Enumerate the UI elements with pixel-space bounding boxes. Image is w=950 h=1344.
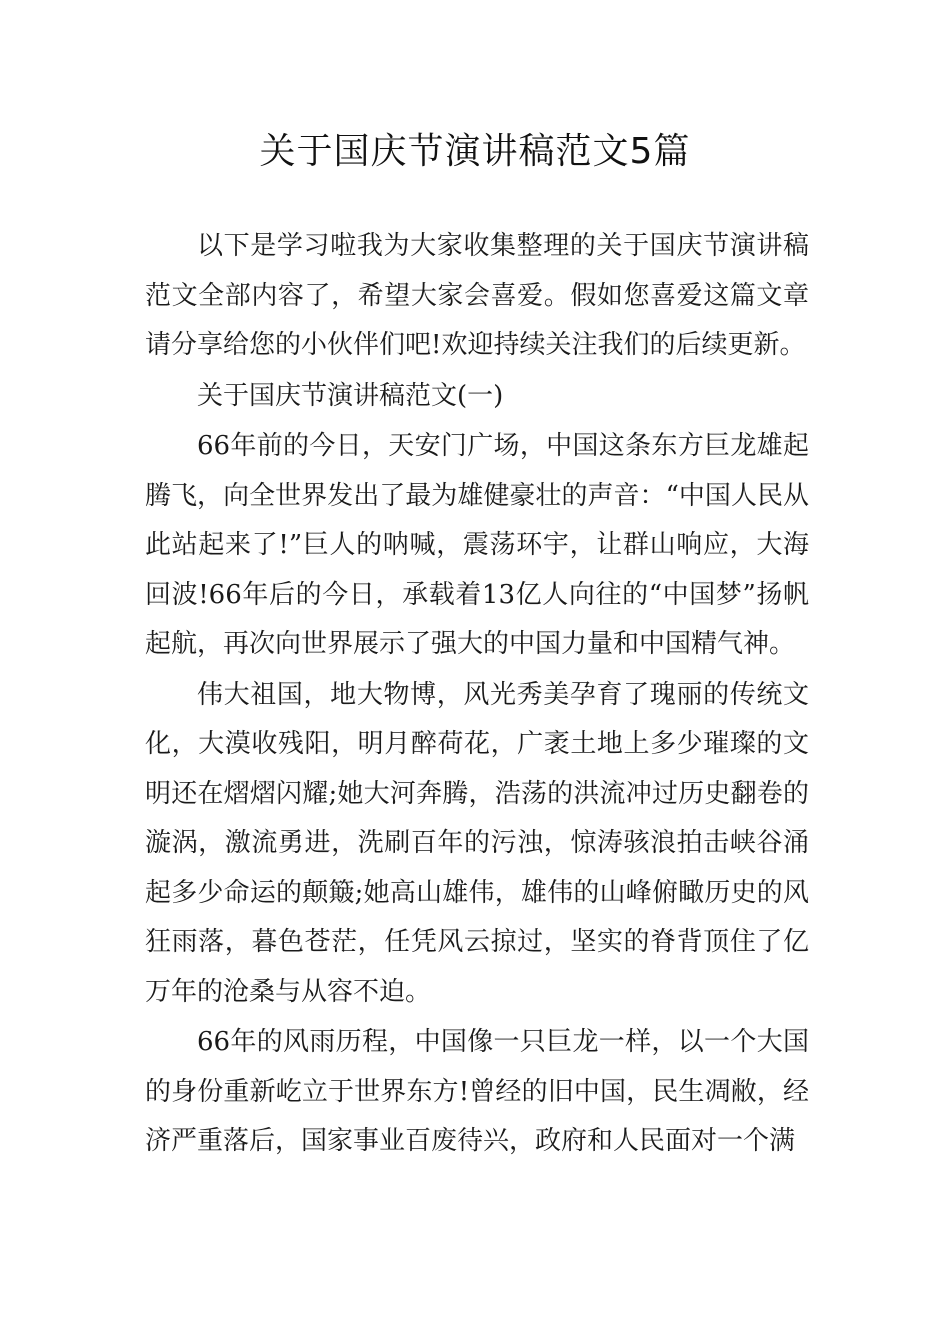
document-title: 关于国庆节演讲稿范文5篇 [259,131,691,172]
section-heading: 关于国庆节演讲稿范文(一) [197,380,504,411]
body-paragraph: 伟大祖国，地大物博，风光秀美孕育了瑰丽的传统文化，大漠收残阳，明月醉荷花，广袤土地上多少璀璨的文明还在熠熠闪耀;她大河奔腾，浩荡的洪流冲过历史翻卷的漩涡，激流勇进，洗刷百年的污浊，惊涛骇浪拍击峡谷涌起多少命运的颠簸;她高山雄伟，雄伟的山峰俯瞰历史的风狂雨落，暮色苍茫，任凭风云掠过，坚实的脊背顶住了亿万年的沧桑与从容不迫。 [145,679,809,1007]
body-paragraph: 66年前的今日，天安门广场，中国这条东方巨龙雄起腾飞，向全世界发出了最为雄健豪壮的声音：“中国人民从此站起来了!”巨人的呐喊，震荡环宇，让群山响应，大海回波!66年后的今日，承载着13亿人向往的“中国梦”扬帆起航，再次向世界展示了强大的中国力量和中国精气神。 [145,431,809,659]
body-paragraph: 66年的风雨历程，中国像一只巨龙一样，以一个大国的身份重新屹立于世界东方!曾经的旧中国，民生凋敝，经济严重落后，国家事业百废待兴，政府和人民面对一个满 [145,1027,809,1156]
intro-paragraph: 以下是学习啦我为大家收集整理的关于国庆节演讲稿范文全部内容了，希望大家会喜爱。假如您喜爱这篇文章请分享给您的小伙伴们吧!欢迎持续关注我们的后续更新。 [145,231,809,360]
document-body [145,222,809,1168]
